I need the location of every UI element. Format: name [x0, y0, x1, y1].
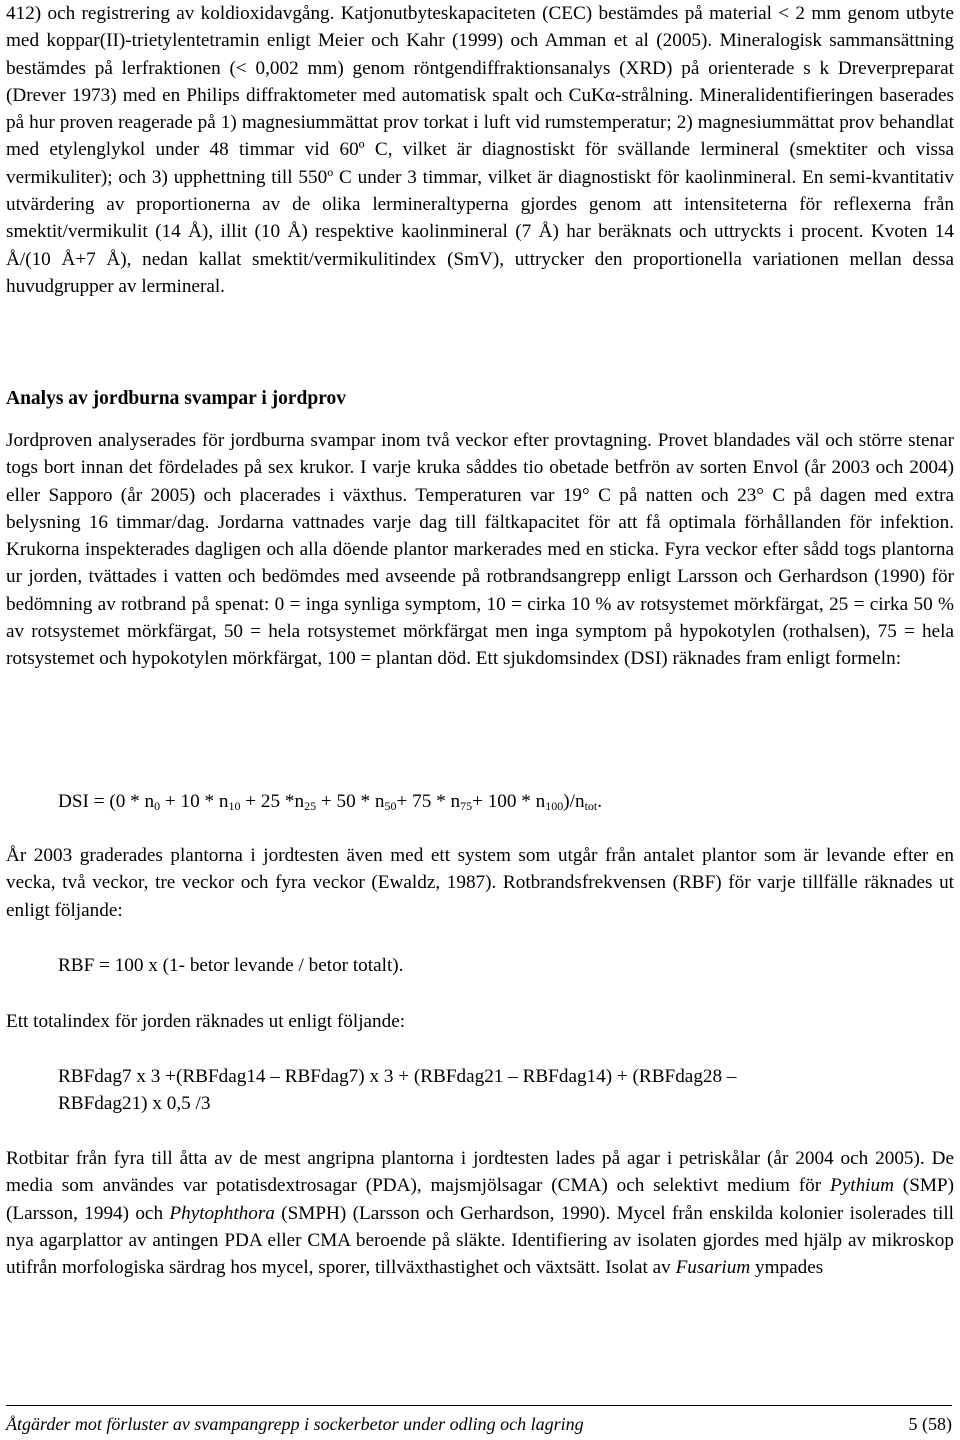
rbf-formula: RBF = 100 x (1- betor levande / betor totalt). [58, 955, 404, 976]
page-number: 5 (58) [908, 1414, 952, 1434]
paragraph-rbf: År 2003 graderades plantorna i jordtesten även med ett system som utgår från antalet plantor som är levande efter en vecka, två veckor, tre veckor och fyra veckor (Ewaldz, 1987). Rotbrandsfrekvensen (RBF) för varje tillfälle räknades ut enligt följande: [6, 845, 954, 921]
footer-title: Åtgärder mot förluster av svampangrepp i sockerbetor under odling och lagring [6, 1414, 584, 1434]
paragraph-total-index: Ett totalindex för jorden räknades ut enligt följande: [6, 1011, 406, 1032]
total-index-formula-line1: RBFdag7 x 3 +(RBFdag14 – RBFdag7) x 3 + (RBFdag21 – RBFdag14) + (RBFdag28 – [58, 1066, 737, 1087]
paragraph-mineralogy: 412) och registrering av koldioxidavgång. Katjonutbyteskapaciteten (CEC) bestämdes på material < 2 mm genom utbyte med koppar(II)-trietylentetramin enligt Meier och Kahr (1999) och Amman et al (2005). Mineralogisk sammansättning bestämdes på lerfraktionen (< 0,002 mm) genom röntgendiffraktionsanalys (XRD) på orienterade s k Dreverpreparat (Drever 1973) med en Philips diffraktometer med automatisk spalt och CuKα-strålning. Mineralidentifieringen baserades på hur proven reagerade på 1) magnesiummättat prov torkat i luft vid rumstemperatur; 2) magnesiummättat prov behandlat med etylenglykol under 48 timmar vid 60º C, vilket är diagnostiskt för svällande lermineral (smektiter och vissa vermikuliter); och 3) upphettning till 550$^o$ C under 3 timmar, vilket är diagnostiskt för kaolinmineral. En semi-kvantitativ utvärdering av proportionerna av de olika lermineraltyperna gjordes genom att intensiteterna för reflexerna från smektit/vermikulit (14 Å), illit (10 Å) respektive kaolinmineral (7 Å) har beräknats och uttryckts i procent. Kvoten 14 Å/(10 Å+7 Å), nedan kallat smektit/vermikulitindex (SmV), uttrycker den proportionella variationen mellan dessa huvudgrupper av lermineral. [6, 3, 954, 297]
degree-superscript: o [327, 164, 334, 179]
footer-divider [6, 1405, 952, 1406]
paragraph-isolation: Rotbitar från fyra till åtta av de mest angripna plantorna i jordtesten lades på agar i petriskålar (år 2004 och 2005). De media som användes var potatisdextrosagar (PDA), majsmjölsagar (CMA) och selektivt medium för Pythium (SMP) (Larsson, 1994) och Phytophthora (SMPH) (Larsson och Gerhardson, 1990). Mycel från enskilda kolonier isolerades till nya agarplattor av antingen PDA eller CMA beroende på släkte. Identifiering av isolaten gjordes med hjälp av mikroskop utifrån morfologiska särdrag hos mycel, sporer, tillväxthastighet och växtsätt. Isolat av Fusarium ympades [6, 1148, 955, 1279]
section-heading: Analys av jordburna svampar i jordprov [6, 388, 347, 409]
paragraph-soil-fungi: Jordproven analyserades för jordburna svampar inom två veckor efter provtagning. Provet blandades väl och större stenar togs bort innan det fördelades på sex krukor. I varje kruka såddes tio obetade betfrön av sorten Envol (år 2003 och 2004) eller Sapporo (år 2005) och placerades i växthus. Temperaturen var 19° C på natten och 23° C på dagen med extra belysning 16 timmar/dag. Jordarna vattnades varje dag till fältkapacitet för att få optimala förhållanden för infektion. Krukorna inspekterades dagligen och alla döende plantor markerades med en sticka. Fyra veckor efter sådd togs plantorna ur jorden, tvättades i vatten och bedömdes med avseende på rotbrandsangrepp enligt Larsson och Gerhardson (1990) för bedömning av rotbrand på spenat: 0 = inga synliga symptom, 10 = cirka 10 % av rotsystemet mörkfärgat, 25 = cirka 50 % av rotsystemet mörkfärgat, 50 = hela rotsystemet mörkfärgat men inga symptom på hypokotylen (rothalsen), 75 = hela rotsystemet och hypokotylen mörkfärgat, 100 = plantan död. Ett sjukdomsindex (DSI) räknades fram enligt formeln: [6, 430, 954, 670]
total-index-formula-line2: RBFdag21) x 0,5 /3 [58, 1093, 211, 1114]
dsi-formula: DSI = ($0 * n_0 + 10 * n_{10} + 25$ $*n_{25} + 50 * n_{50}+ 75 * n_{75}+ 100 * n_{100})/n_{tot}$. [58, 791, 603, 813]
